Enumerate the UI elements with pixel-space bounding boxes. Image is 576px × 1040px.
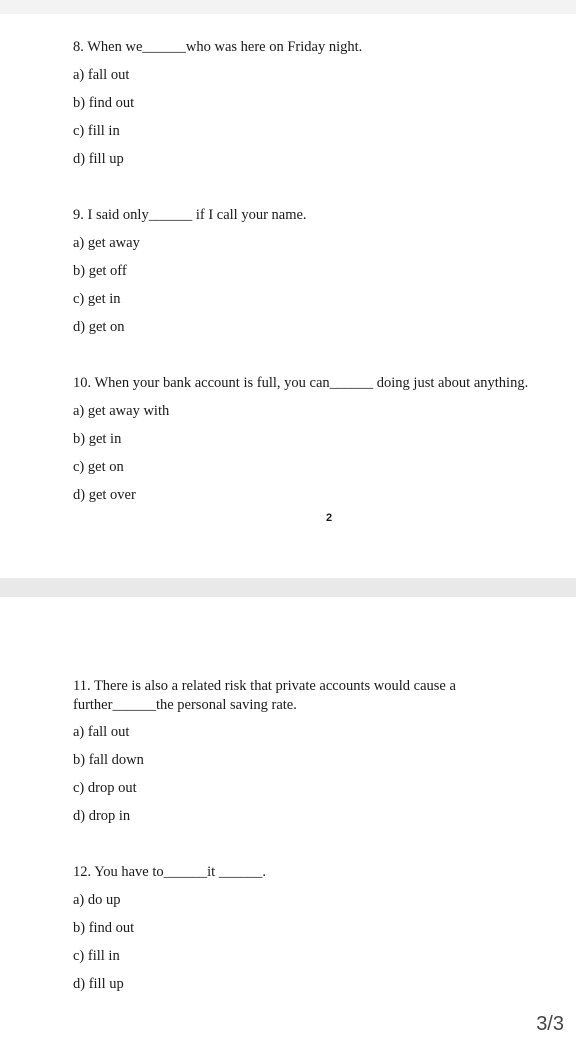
- question-8-option-b: b) find out: [73, 95, 135, 111]
- question-12-option-b: b) find out: [73, 920, 135, 936]
- question-10-option-c: c) get on: [73, 459, 124, 475]
- question-8-option-d: d) fill up: [73, 151, 124, 167]
- document-page-3: [0, 597, 576, 1040]
- question-10-option-d: d) get over: [73, 487, 136, 503]
- question-8-option-c: c) fill in: [73, 123, 120, 139]
- question-11-option-c: c) drop out: [73, 780, 137, 796]
- question-9-option-d: d) get on: [73, 319, 125, 335]
- page-number: 2: [326, 512, 333, 524]
- page-top-divider: [0, 0, 576, 14]
- question-10-stem: 10. When your bank account is full, you can______ doing just about anything.: [73, 375, 529, 391]
- question-9-option-a: a) get away: [73, 235, 140, 251]
- question-10-option-b: b) get in: [73, 431, 122, 447]
- question-8-stem: 8. When we______who was here on Friday night.: [73, 39, 363, 55]
- question-11-option-a: a) fall out: [73, 724, 130, 740]
- question-11-stem-line-2: further______the personal saving rate.: [73, 697, 297, 713]
- question-8-option-a: a) fall out: [73, 67, 130, 83]
- question-12-option-d: d) fill up: [73, 976, 124, 992]
- question-9-option-b: b) get off: [73, 263, 127, 279]
- question-11-option-d: d) drop in: [73, 808, 131, 824]
- question-12-option-c: c) fill in: [73, 948, 120, 964]
- page-counter: 3/3: [536, 1013, 564, 1035]
- question-11-option-b: b) fall down: [73, 752, 144, 768]
- question-12-option-a: a) do up: [73, 892, 121, 908]
- question-9-stem: 9. I said only______ if I call your name.: [73, 207, 307, 223]
- question-10-option-a: a) get away with: [73, 403, 170, 419]
- question-12-stem: 12. You have to______it ______.: [73, 864, 266, 880]
- question-11-stem-line-1: 11. There is also a related risk that private accounts would cause a: [73, 678, 456, 694]
- question-9-option-c: c) get in: [73, 291, 121, 307]
